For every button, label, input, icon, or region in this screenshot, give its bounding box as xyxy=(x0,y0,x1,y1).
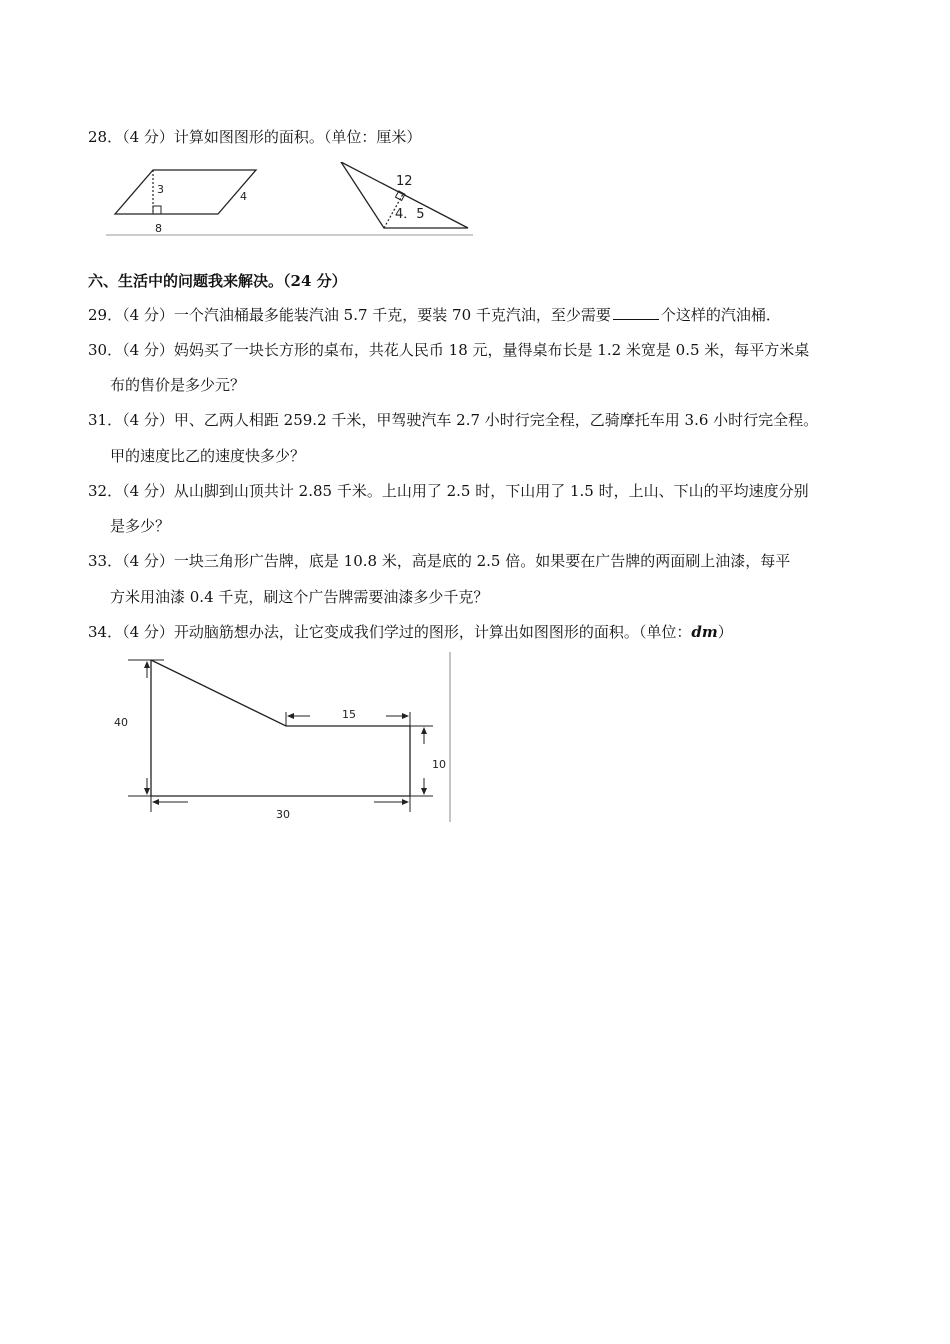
parallelogram-figure xyxy=(106,162,476,240)
question-30: 30．（4 分）妈妈买了一块长方形的桌布，共花人民币 18 元，量得桌布长是 1.2 米宽是 0.5 米，每平方米桌 xyxy=(88,341,810,359)
parallelogram-base-label: 8 xyxy=(155,222,162,235)
dim-top-label: 15 xyxy=(342,708,356,721)
question-33: 33．（4 分）一块三角形广告牌，底是 10.8 米，高是底的 2.5 倍。如果要在广告牌的两面刷上油漆，每平 xyxy=(88,552,791,570)
dim-right-label: 10 xyxy=(432,758,446,771)
parallelogram-side-label: 4 xyxy=(240,190,247,203)
parallelogram-height-label: 3 xyxy=(157,183,164,196)
unit-dm: dm xyxy=(691,623,718,641)
section-6-title: 六、生活中的问题我来解决。（24 分） xyxy=(88,272,347,290)
triangle-side-label: 12 xyxy=(396,174,413,189)
question-29 xyxy=(88,304,781,326)
question-31: 31．（4 分）甲、乙两人相距 259.2 千米，甲驾驶汽车 2.7 小时行完全程，乙骑摩托车用 3.6 小时行完全程。 xyxy=(88,411,819,429)
dim-left-label: 40 xyxy=(114,716,128,729)
answer-blank[interactable] xyxy=(613,305,659,320)
question-29-text: 29．（4 分）一个汽油桶最多能装汽油 5.7 千克，要装 70 千克汽油，至少需要 xyxy=(88,306,611,324)
triangle-height-label: 4．5 xyxy=(395,207,425,222)
question-32: 32．（4 分）从山脚到山顶共计 2.85 千米。上山用了 2.5 时，下山用了 1.5 时，上山、下山的平均速度分别 xyxy=(88,482,809,500)
question-34-text: 34．（4 分）开动脑筋想办法，让它变成我们学过的图形，计算出如图图形的面积。（单位： xyxy=(88,623,692,641)
question-34 xyxy=(88,621,733,643)
question-30-cont: 布的售价是多少元？ xyxy=(110,376,246,394)
question-32-cont: 是多少？ xyxy=(110,517,171,535)
question-31-cont: 甲的速度比乙的速度快多少？ xyxy=(110,447,306,465)
triangle-figure xyxy=(341,162,468,228)
question-28: 28．（4 分）计算如图图形的面积。（单位：厘米） xyxy=(88,128,422,146)
question-33-cont: 方米用油漆 0.4 千克，刷这个广告牌需要油漆多少千克？ xyxy=(110,588,489,606)
question-29-text-end: 个这样的汽油桶． xyxy=(660,306,781,324)
dim-bottom-label: 30 xyxy=(276,808,290,821)
composite-shape-figure xyxy=(108,652,458,826)
question-34-text-end: ） xyxy=(717,623,733,641)
